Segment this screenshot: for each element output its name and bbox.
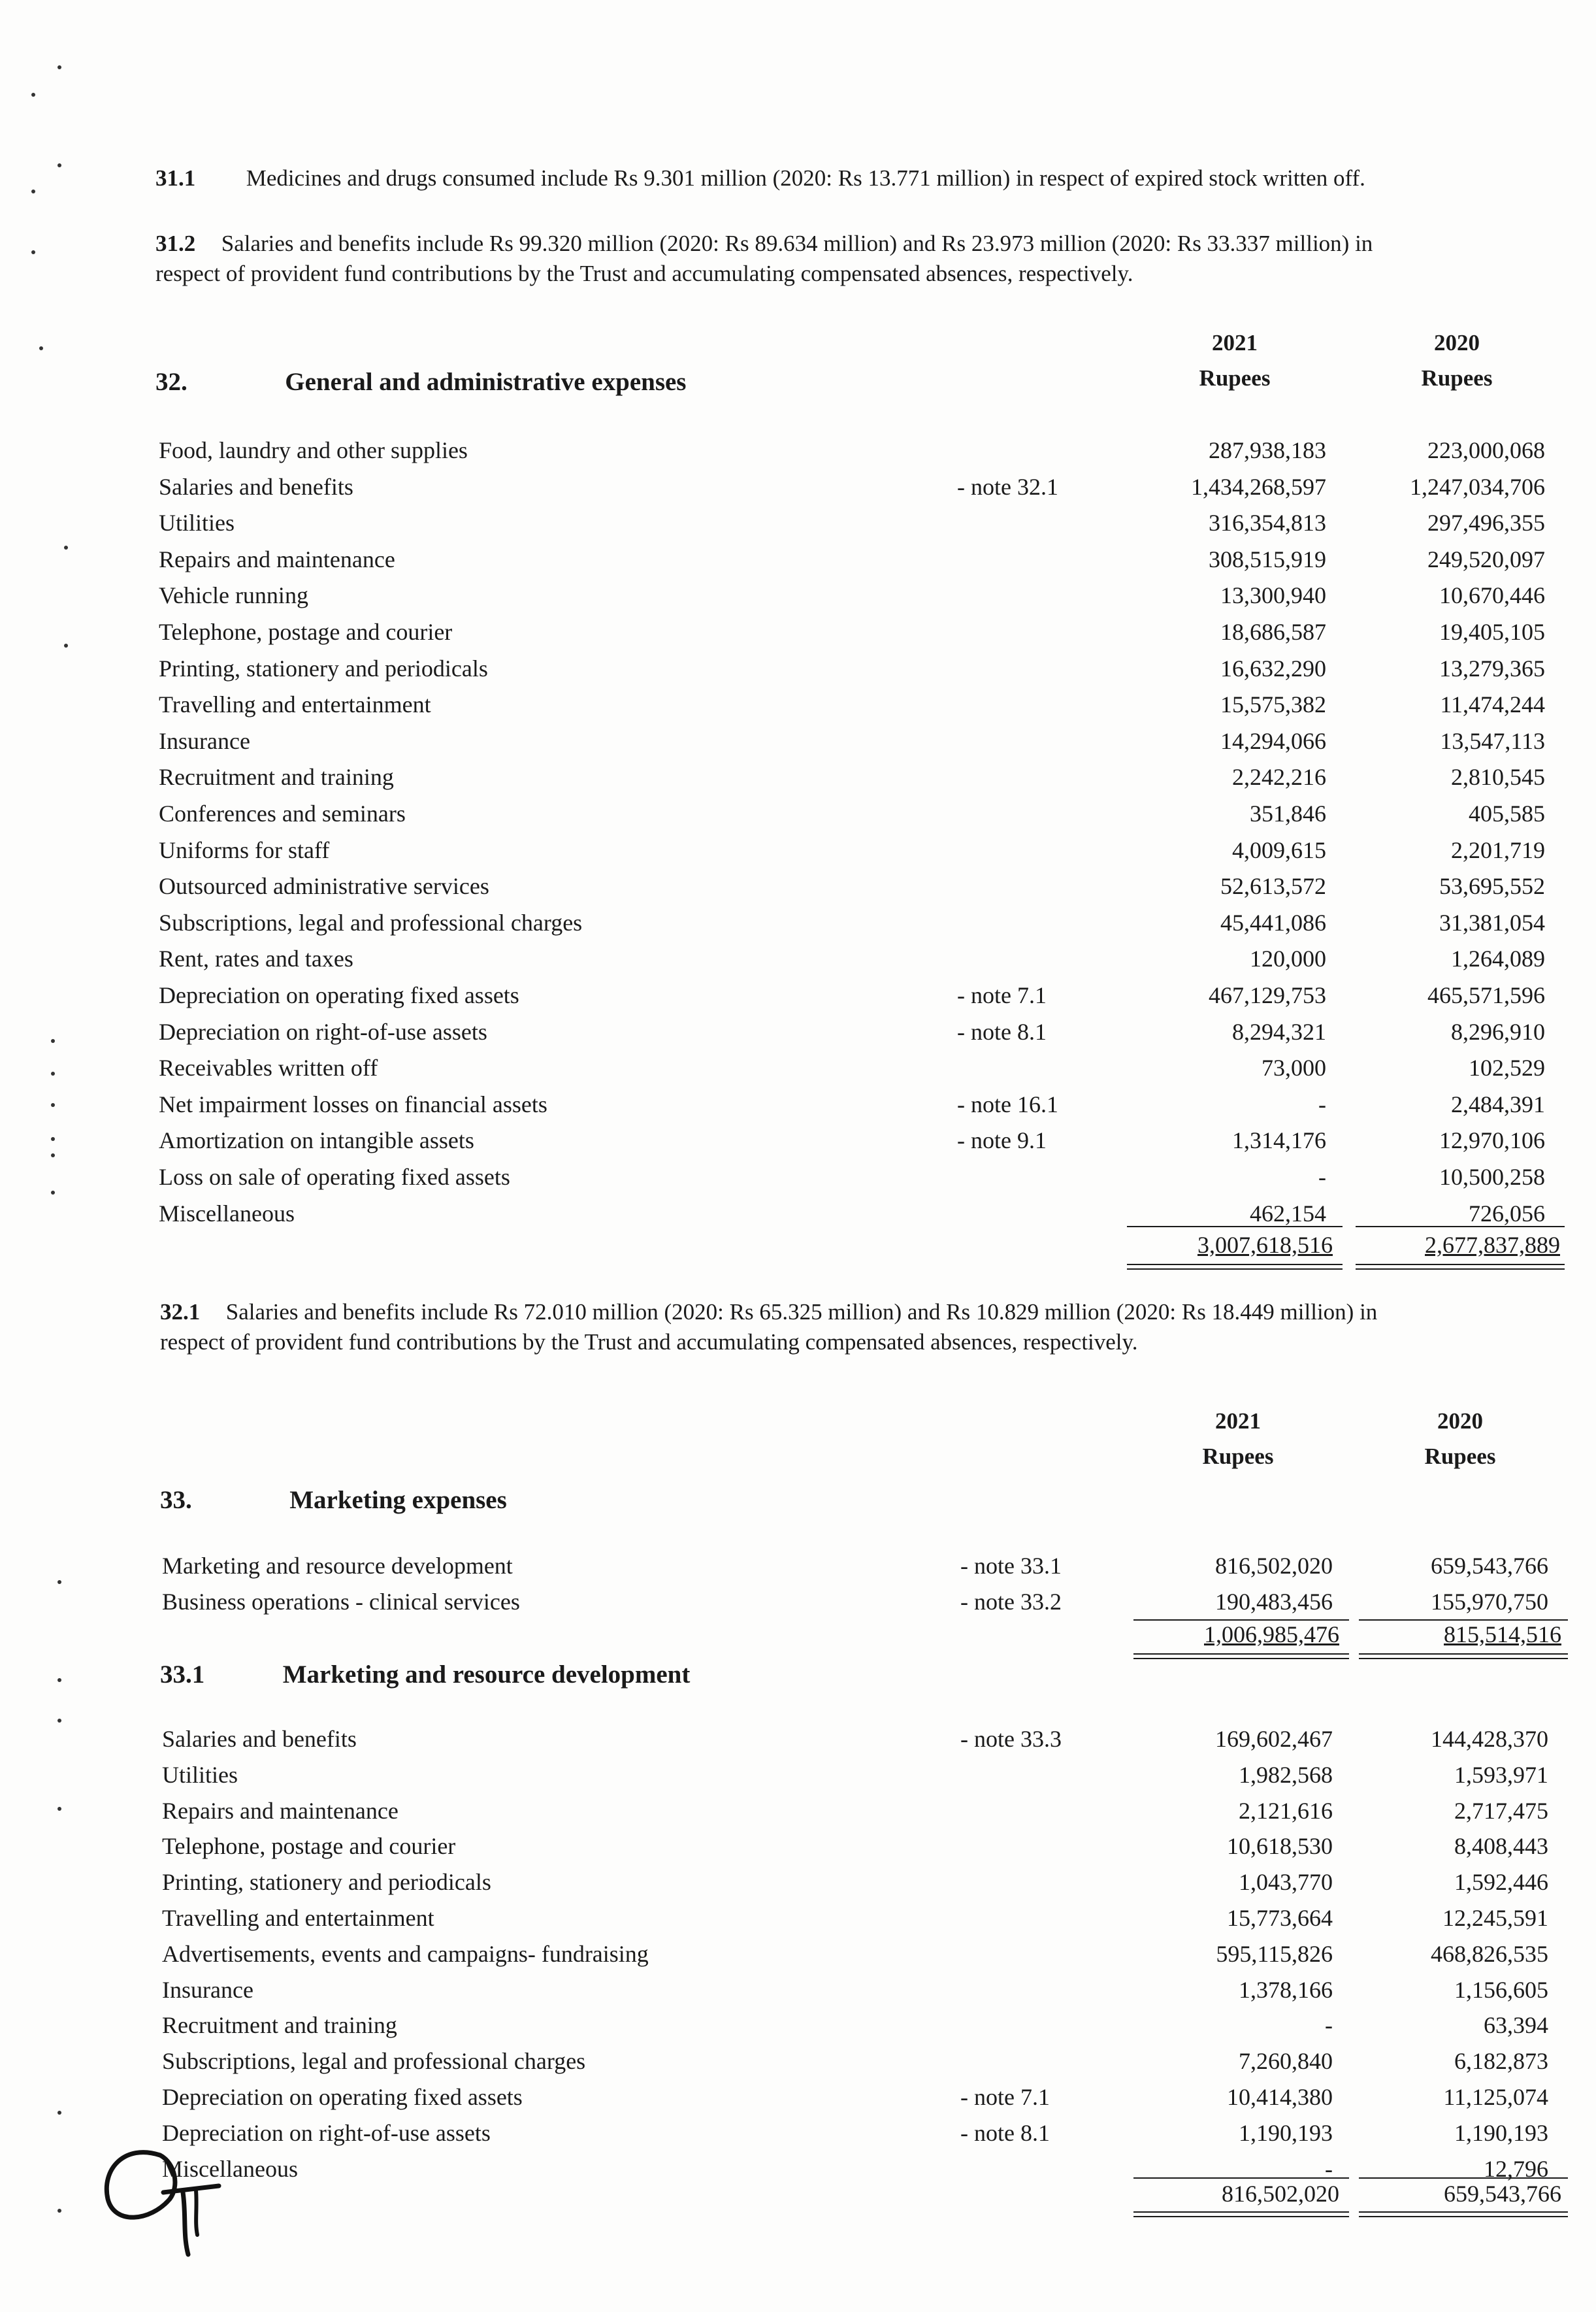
value-2020: 2,717,475 — [1454, 1798, 1548, 1824]
value-2021: 15,773,664 — [1227, 1905, 1333, 1931]
value-2021: - — [1318, 1164, 1326, 1190]
value-2020: 2,810,545 — [1451, 764, 1545, 790]
row-label: Uniforms for staff — [159, 837, 330, 863]
para-32-1 — [160, 1297, 1377, 1357]
value-2021: 73,000 — [1262, 1055, 1326, 1081]
table-row — [0, 1976, 1596, 2009]
value-2021: 52,613,572 — [1220, 873, 1326, 899]
value-2021: - — [1325, 2156, 1333, 2182]
value-2020: 19,405,105 — [1439, 619, 1545, 645]
value-2020: 63,394 — [1484, 2012, 1548, 2038]
value-2021: 287,938,183 — [1209, 437, 1326, 463]
row-note-ref: - note 9.1 — [957, 1127, 1047, 1153]
table-row — [0, 473, 1596, 506]
para-text-line2: respect of provident fund contributions by the Trust and accumulating compensated absences, respectively. — [160, 1329, 1138, 1355]
table-row — [0, 655, 1596, 687]
value-2021: 18,686,587 — [1220, 619, 1326, 645]
value-2021: - — [1325, 2012, 1333, 2038]
row-label: Utilities — [159, 510, 235, 536]
row-label: Telephone, postage and courier — [162, 1833, 456, 1859]
column-header-2020: 2020 Rupees — [1421, 330, 1493, 391]
value-2021: 13,300,940 — [1220, 582, 1326, 608]
table-row — [0, 1018, 1596, 1051]
table-row — [0, 1588, 1596, 1621]
value-2021: 8,294,321 — [1232, 1019, 1326, 1045]
table-row — [0, 691, 1596, 723]
row-note-ref: - note 7.1 — [957, 982, 1047, 1008]
table-row — [0, 1868, 1596, 1901]
table-row — [0, 1163, 1596, 1196]
row-note-ref: - note 33.2 — [960, 1589, 1062, 1615]
total-2021: 3,007,618,516 — [1197, 1232, 1333, 1258]
value-2021: 120,000 — [1250, 946, 1326, 972]
total-2021: 816,502,020 — [1222, 2181, 1339, 2207]
column-header-2021: 2021 Rupees — [1202, 1408, 1274, 1469]
total-double-rule — [1127, 1264, 1343, 1270]
para-text-line1: Salaries and benefits include Rs 72.010 million (2020: Rs 65.325 million) and Rs 10.829 million (2020: Rs 18.449 million) in — [225, 1299, 1378, 1325]
scan-speck — [51, 1137, 55, 1141]
value-2020: 1,264,089 — [1451, 946, 1545, 972]
table-row — [0, 1552, 1596, 1585]
value-2021: 10,618,530 — [1227, 1833, 1333, 1859]
row-label: Conferences and seminars — [159, 801, 406, 827]
table-row — [0, 909, 1596, 942]
table-row — [0, 1054, 1596, 1087]
row-label: Rent, rates and taxes — [159, 946, 353, 972]
row-label: Insurance — [159, 728, 250, 754]
table-row — [0, 509, 1596, 542]
row-label: Depreciation on right-of-use assets — [159, 1019, 487, 1045]
value-2021: 14,294,066 — [1220, 728, 1326, 754]
value-2020: 2,201,719 — [1451, 837, 1545, 863]
table-row — [0, 800, 1596, 833]
value-2021: 2,242,216 — [1232, 764, 1326, 790]
value-2021: 190,483,456 — [1215, 1589, 1333, 1615]
table-row — [0, 836, 1596, 869]
para-text-line2: respect of provident fund contributions by the Trust and accumulating compensated absences, respectively. — [155, 261, 1133, 286]
scan-speck — [51, 1153, 55, 1157]
value-2021: 16,632,290 — [1220, 655, 1326, 682]
value-2021: 7,260,840 — [1239, 2048, 1333, 2074]
table-row — [0, 982, 1596, 1014]
row-label: Receivables written off — [159, 1055, 378, 1081]
value-2020: 11,125,074 — [1443, 2084, 1548, 2110]
row-label: Amortization on intangible assets — [159, 1127, 474, 1153]
value-2020: 102,529 — [1469, 1055, 1545, 1081]
section-number: 33.1 — [160, 1660, 205, 1689]
row-label: Marketing and resource development — [162, 1553, 513, 1579]
subtotal-rule — [1359, 2177, 1568, 2179]
value-2020: 12,970,106 — [1439, 1127, 1545, 1153]
total-double-rule — [1133, 1653, 1349, 1659]
scan-speck — [57, 163, 61, 167]
value-2021: 45,441,086 — [1220, 910, 1326, 936]
table-row — [0, 945, 1596, 978]
value-2021: 308,515,919 — [1209, 546, 1326, 572]
row-note-ref: - note 33.3 — [960, 1726, 1062, 1752]
table-row — [0, 727, 1596, 760]
row-label: Repairs and maintenance — [159, 546, 395, 572]
value-2020: 405,585 — [1469, 801, 1545, 827]
para-number: 31.1 — [155, 165, 196, 191]
value-2020: 223,000,068 — [1427, 437, 1545, 463]
row-label: Miscellaneous — [162, 2156, 298, 2182]
total-2020: 815,514,516 — [1444, 1621, 1561, 1647]
value-2021: 2,121,616 — [1239, 1798, 1333, 1824]
row-label: Net impairment losses on financial assets — [159, 1091, 547, 1117]
scan-speck — [51, 1039, 55, 1043]
value-2021: 1,043,770 — [1239, 1869, 1333, 1895]
row-label: Depreciation on operating fixed assets — [159, 982, 519, 1008]
value-2020: 53,695,552 — [1439, 873, 1545, 899]
table-row — [0, 1127, 1596, 1159]
scan-speck — [57, 1807, 61, 1811]
row-label: Vehicle running — [159, 582, 308, 608]
row-note-ref: - note 7.1 — [960, 2084, 1050, 2110]
row-label: Outsourced administrative services — [159, 873, 489, 899]
scan-speck — [39, 346, 43, 350]
scan-speck — [51, 1072, 55, 1076]
value-2020: 468,826,535 — [1431, 1941, 1548, 1967]
row-label: Depreciation on operating fixed assets — [162, 2084, 523, 2110]
value-2020: 465,571,596 — [1427, 982, 1545, 1008]
total-double-rule — [1359, 2211, 1568, 2217]
total-double-rule — [1133, 2211, 1349, 2217]
section-number: 32. — [155, 368, 187, 396]
table-row — [0, 872, 1596, 905]
row-label: Loss on sale of operating fixed assets — [159, 1164, 510, 1190]
value-2020: 155,970,750 — [1431, 1589, 1548, 1615]
value-2020: 8,408,443 — [1454, 1833, 1548, 1859]
total-2021: 1,006,985,476 — [1204, 1621, 1339, 1647]
value-2021: 1,190,193 — [1239, 2120, 1333, 2146]
row-label: Miscellaneous — [159, 1200, 295, 1227]
row-label: Business operations - clinical services — [162, 1589, 520, 1615]
value-2021: 595,115,826 — [1216, 1941, 1333, 1967]
value-2020: 659,543,766 — [1431, 1553, 1548, 1579]
row-label: Subscriptions, legal and professional charges — [159, 910, 583, 936]
row-label: Food, laundry and other supplies — [159, 437, 468, 463]
total-2020: 2,677,837,889 — [1425, 1232, 1560, 1258]
scan-speck — [57, 1678, 61, 1682]
table-row — [0, 2047, 1596, 2080]
scan-speck — [51, 1191, 55, 1195]
para-text: Medicines and drugs consumed include Rs 9.301 million (2020: Rs 13.771 million) in respect of expired stock written off. — [246, 165, 1365, 191]
table-row — [0, 2083, 1596, 2116]
row-note-ref: - note 8.1 — [960, 2120, 1050, 2146]
table-row — [0, 1940, 1596, 1973]
para-31-1 — [155, 163, 1365, 193]
value-2020: 1,247,034,706 — [1410, 474, 1545, 500]
value-2021: 1,434,268,597 — [1191, 474, 1326, 500]
scan-speck — [57, 2209, 61, 2213]
row-label: Travelling and entertainment — [162, 1905, 434, 1931]
column-header-2020: 2020 Rupees — [1424, 1408, 1496, 1469]
scan-speck — [57, 2111, 61, 2115]
value-2020: 13,547,113 — [1440, 728, 1545, 754]
section-title: Marketing and resource development — [282, 1660, 691, 1689]
value-2020: 144,428,370 — [1431, 1726, 1548, 1752]
value-2020: 6,182,873 — [1454, 2048, 1548, 2074]
section-33-heading — [160, 1485, 507, 1515]
table-row — [0, 763, 1596, 796]
row-label: Repairs and maintenance — [162, 1798, 399, 1824]
table-row — [0, 1725, 1596, 1758]
value-2020: 8,296,910 — [1451, 1019, 1545, 1045]
table-row — [0, 1200, 1596, 1232]
para-text-line1: Salaries and benefits include Rs 99.320 million (2020: Rs 89.634 million) and Rs 23.973 million (2020: Rs 33.337 million) in — [221, 231, 1373, 256]
value-2020: 10,500,258 — [1439, 1164, 1545, 1190]
row-label: Subscriptions, legal and professional charges — [162, 2048, 586, 2074]
value-2021: 1,314,176 — [1232, 1127, 1326, 1153]
row-note-ref: - note 32.1 — [957, 474, 1058, 500]
section-32-heading — [155, 367, 686, 397]
scan-speck — [64, 644, 68, 648]
value-2020: 1,593,971 — [1454, 1762, 1548, 1788]
table-row — [0, 1832, 1596, 1865]
table-row — [0, 437, 1596, 469]
para-number: 31.2 — [155, 231, 196, 256]
column-header-2021: 2021 Rupees — [1199, 330, 1271, 391]
value-2020: 1,190,193 — [1454, 2120, 1548, 2146]
subtotal-rule — [1127, 1226, 1343, 1227]
value-2020: 10,670,446 — [1439, 582, 1545, 608]
table-row — [0, 2011, 1596, 2044]
value-2020: 297,496,355 — [1427, 510, 1545, 536]
table-row — [0, 618, 1596, 651]
section-33-1-heading — [160, 1660, 690, 1689]
section-title: Marketing expenses — [289, 1486, 507, 1514]
total-2020: 659,543,766 — [1444, 2181, 1561, 2207]
value-2020: 12,245,591 — [1442, 1905, 1548, 1931]
row-label: Recruitment and training — [159, 764, 394, 790]
value-2021: - — [1318, 1091, 1326, 1117]
value-2020: 1,592,446 — [1454, 1869, 1548, 1895]
value-2020: 1,156,605 — [1454, 1977, 1548, 2003]
row-note-ref: - note 16.1 — [957, 1091, 1058, 1117]
scan-speck — [57, 65, 61, 69]
table-row — [0, 2119, 1596, 2152]
para-number: 32.1 — [160, 1299, 201, 1325]
value-2020: 31,381,054 — [1439, 910, 1545, 936]
handwritten-initials — [98, 2143, 229, 2261]
row-label: Salaries and benefits — [159, 474, 353, 500]
row-label: Travelling and entertainment — [159, 691, 431, 718]
row-label: Printing, stationery and periodicals — [159, 655, 488, 682]
scan-speck — [31, 93, 35, 97]
value-2020: 249,520,097 — [1427, 546, 1545, 572]
subtotal-rule — [1356, 1226, 1565, 1227]
row-label: Telephone, postage and courier — [159, 619, 453, 645]
scan-speck — [57, 1719, 61, 1723]
value-2021: 1,378,166 — [1239, 1977, 1333, 2003]
value-2021: 316,354,813 — [1209, 510, 1326, 536]
value-2020: 13,279,365 — [1439, 655, 1545, 682]
total-double-rule — [1356, 1264, 1565, 1270]
value-2021: 816,502,020 — [1215, 1553, 1333, 1579]
scan-speck — [31, 250, 35, 254]
table-row — [0, 582, 1596, 614]
para-31-2 — [155, 229, 1373, 289]
row-label: Recruitment and training — [162, 2012, 397, 2038]
table-row — [0, 546, 1596, 578]
scan-speck — [31, 190, 35, 193]
row-label: Salaries and benefits — [162, 1726, 357, 1752]
row-label: Depreciation on right-of-use assets — [162, 2120, 491, 2146]
table-row — [0, 1904, 1596, 1937]
scan-speck — [57, 1580, 61, 1584]
row-label: Printing, stationery and periodicals — [162, 1869, 491, 1895]
value-2021: 1,982,568 — [1239, 1762, 1333, 1788]
value-2020: 11,474,244 — [1440, 691, 1545, 718]
value-2021: 467,129,753 — [1209, 982, 1326, 1008]
value-2020: 12,796 — [1484, 2156, 1548, 2182]
table-row — [0, 1761, 1596, 1794]
section-title: General and administrative expenses — [285, 368, 687, 396]
value-2021: 15,575,382 — [1220, 691, 1326, 718]
value-2021: 462,154 — [1250, 1200, 1326, 1227]
table-row — [0, 1091, 1596, 1123]
total-double-rule — [1359, 1653, 1568, 1659]
row-note-ref: - note 8.1 — [957, 1019, 1047, 1045]
value-2021: 351,846 — [1250, 801, 1326, 827]
row-note-ref: - note 33.1 — [960, 1553, 1062, 1579]
scan-speck — [51, 1103, 55, 1107]
subtotal-rule — [1133, 2177, 1349, 2179]
value-2020: 726,056 — [1469, 1200, 1545, 1227]
row-label: Advertisements, events and campaigns- fundraising — [162, 1941, 649, 1967]
scan-speck — [64, 546, 68, 550]
value-2020: 2,484,391 — [1451, 1091, 1545, 1117]
row-label: Utilities — [162, 1762, 238, 1788]
row-label: Insurance — [162, 1977, 253, 2003]
section-number: 33. — [160, 1486, 192, 1514]
value-2021: 10,414,380 — [1227, 2084, 1333, 2110]
value-2021: 4,009,615 — [1232, 837, 1326, 863]
table-row — [0, 1797, 1596, 1830]
value-2021: 169,602,467 — [1215, 1726, 1333, 1752]
